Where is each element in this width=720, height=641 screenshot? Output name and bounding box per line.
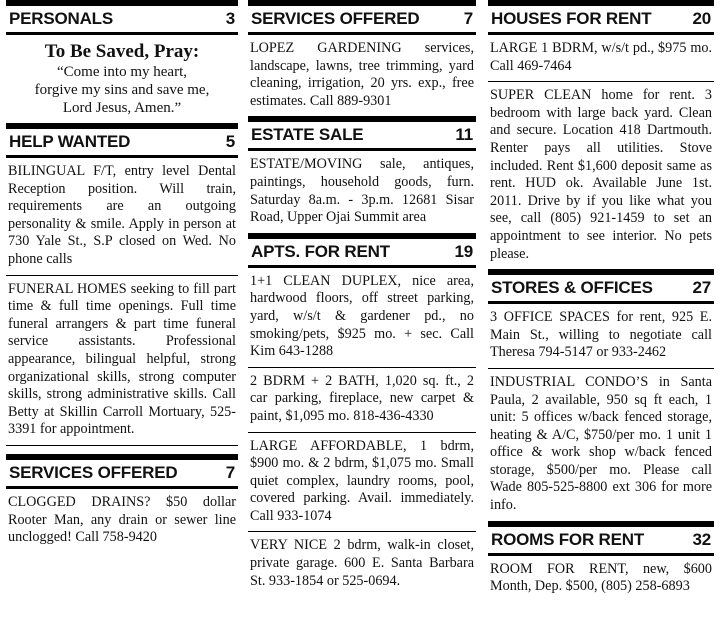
section-header-apts-for-rent xyxy=(248,233,476,268)
column-2 xyxy=(248,0,476,641)
section-title: APTS. FOR RENT xyxy=(251,241,390,261)
section-header-personals xyxy=(6,0,238,35)
classified-ad: ESTATE/MOVING sale, antiques, paintings, household goods, furn. Saturday 8a.m. - 3p.m. 12681 Sisar Road, Upper Ojai Summit area xyxy=(250,156,474,226)
section-number: 3 xyxy=(225,9,235,28)
classified-ad: 1+1 CLEAN DUPLEX, nice area, hardwood floors, off street parking, yard, w/s/t & gardener pd., no smoking/pets, $925 mo. + sec. Call Kim 643-1288 xyxy=(248,268,476,368)
section-title: ESTATE SALE xyxy=(251,125,364,145)
section-header-help-wanted xyxy=(6,123,238,158)
prayer-line: forgive my sins and save me, xyxy=(34,82,210,98)
section-title: HOUSES FOR RENT xyxy=(491,9,652,28)
classified-ad: BILINGUAL F/T, entry level Dental Reception position. Will train, requirements are an outgoing personality & smile. Apply in person at 730 Yale St., S.P closed on Wed. No phone calls xyxy=(6,158,238,276)
classified-ad: 3 OFFICE SPACES for rent, 925 E. Main St., willing to negotiate call Theresa 794-5147 or 933-2462 xyxy=(488,304,714,369)
section-title: PERSONALS xyxy=(9,9,113,28)
prayer-line: “Come into my heart, xyxy=(57,64,187,80)
section-header-stores-offices xyxy=(488,269,714,304)
classified-ad: ROOM FOR RENT, new, $600 Month, Dep. $500, (805) 258-6893 xyxy=(490,560,712,595)
section-header-estate-sale xyxy=(248,116,476,151)
classified-ad: LARGE AFFORDABLE, 1 bdrm, $900 mo. & 2 bdrm, $1,075 mo. Small quiet complex, laundry rooms, pool, covered parking. Avail. immediately. Call 933-1074 xyxy=(248,433,476,533)
section-header-houses-for-rent xyxy=(488,0,714,35)
section-title: STORES & OFFICES xyxy=(491,278,653,298)
column-1 xyxy=(6,0,238,641)
section-number: 20 xyxy=(692,9,711,28)
classified-ad: VERY NICE 2 bdrm, walk-in closet, private garage. 600 E. Santa Barbara St. 933-1854 or 525-0694. xyxy=(250,537,474,589)
section-header-services-offered xyxy=(6,454,238,489)
section-title: ROOMS FOR RENT xyxy=(491,529,645,549)
section-header-rooms-for-rent xyxy=(488,521,714,556)
section-number: 27 xyxy=(692,278,711,298)
classified-ad: SUPER CLEAN home for rent. 3 bedroom with large back yard. Clean and secure. Location 418 Dartmouth. Renter pays all utilities. Stove included. Rent $1,600 deposit same as rent. HUD ok. Available June 1st. 2011. Drive by if you like what you see, call (805) 921-1459 to set an appointment to see interior. No pets please. xyxy=(490,87,712,262)
section-title: SERVICES OFFERED xyxy=(9,462,178,482)
section-number: 7 xyxy=(463,9,473,28)
prayer-line: Lord Jesus, Amen.” xyxy=(62,100,182,116)
classified-ad: CLOGGED DRAINS? $50 dollar Rooter Man, any drain or sewer line unclogged! Call 758-9420 xyxy=(8,493,236,546)
section-title: SERVICES OFFERED xyxy=(251,9,420,28)
section-number: 11 xyxy=(455,125,473,145)
section-number: 5 xyxy=(225,132,235,151)
classified-ad: FUNERAL HOMES seeking to fill part time & full time openings. Full time funeral arrangers & part time funeral service assistants. Professional appearance, bilingual helpful, strong organizational skills, strong computer skills, strong administrative skills. Call Betty at Skillin Carroll Mortuary, 525-3391 for appointment. xyxy=(6,276,238,446)
classified-ad: INDUSTRIAL CONDO’S in Santa Paula, 2 available, 950 sq ft each, 1 unit: 5 offices w/back fenced storage, heating & A/C, $750/per mo. 1 unit 1 office & work shop w/back fenced storage, $500/per mo. Please call Wade 805-525-8800 ext 306 for more info. xyxy=(490,373,712,514)
classified-ad: LARGE 1 BDRM, w/s/t pd., $975 mo. Call 469-7464 xyxy=(488,35,714,82)
section-title: HELP WANTED xyxy=(9,132,131,151)
classified-ad: 2 BDRM + 2 BATH, 1,020 sq. ft., 2 car parking, fireplace, new carpet & paint, $1,095 mo. 818-436-4330 xyxy=(248,368,476,433)
column-3 xyxy=(488,0,714,641)
section-number: 7 xyxy=(225,462,235,482)
prayer-box xyxy=(6,35,238,123)
section-number: 19 xyxy=(454,241,473,261)
section-number: 32 xyxy=(692,529,711,549)
prayer-title: To Be Saved, Pray: xyxy=(44,41,200,62)
classified-ad: LOPEZ GARDENING services, landscape, lawns, tree trimming, yard cleaning, irrigation, 20 yrs. exp., free estimates. Call 889-9301 xyxy=(250,40,474,109)
section-header-services-offered xyxy=(248,0,476,35)
